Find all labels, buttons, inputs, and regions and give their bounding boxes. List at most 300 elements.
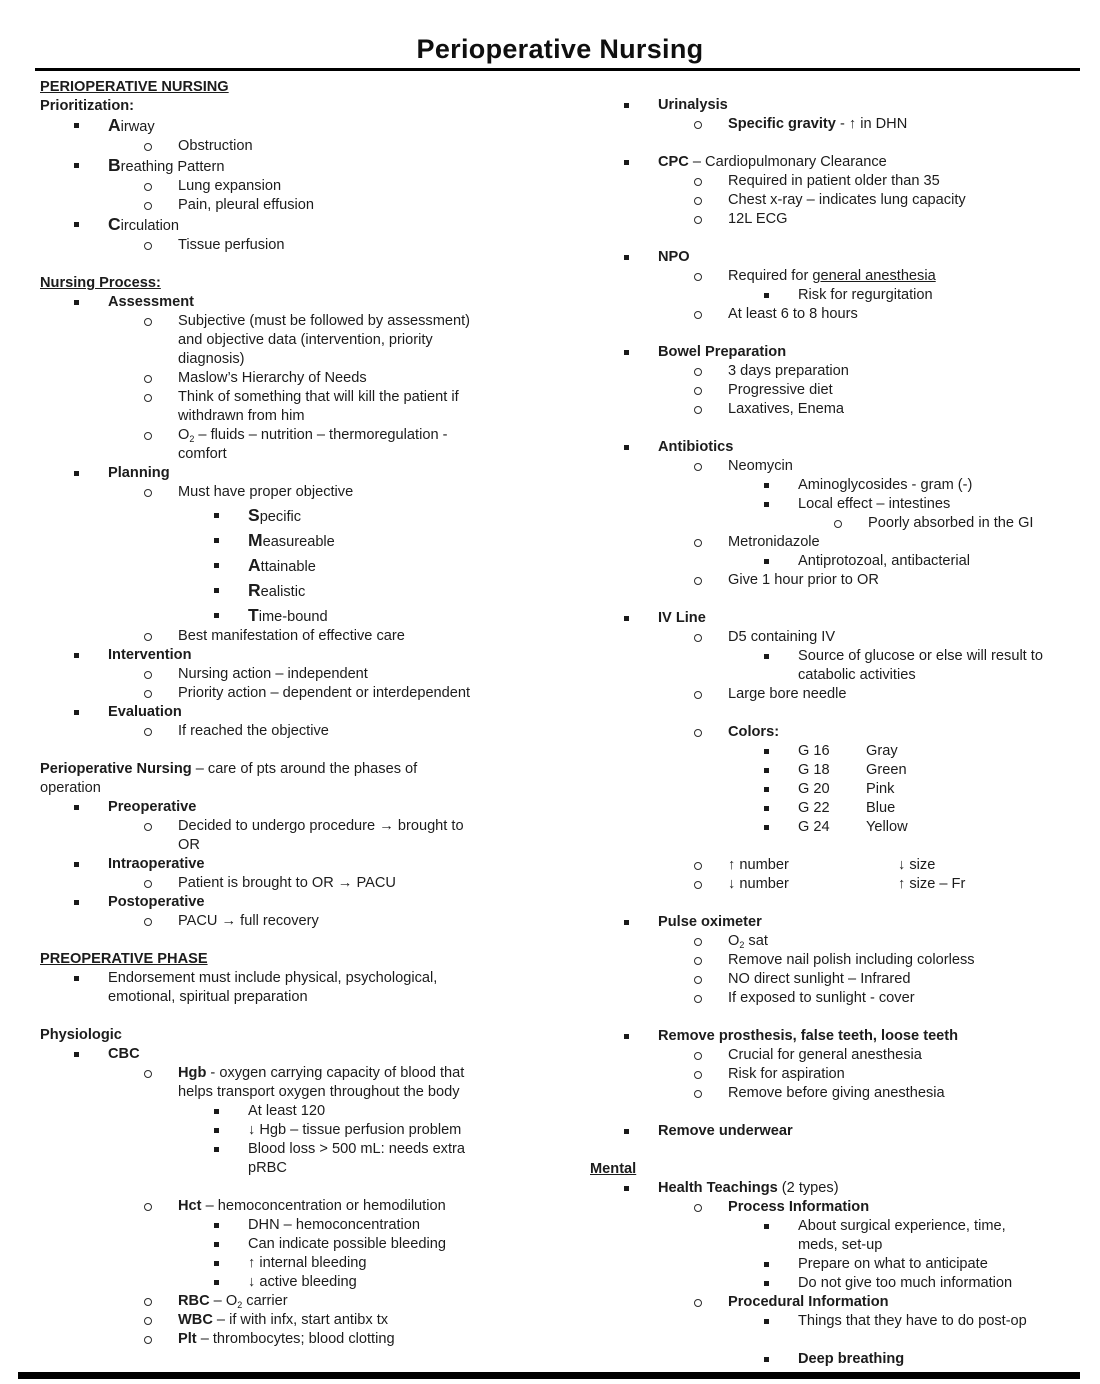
list-item <box>590 761 1080 780</box>
text-segment: If reached the objective <box>178 723 329 739</box>
bullet-square-icon <box>764 483 769 488</box>
text-segment: Required in patient older than 35 <box>728 173 940 189</box>
text-segment: helps transport oxygen throughout the body <box>178 1084 460 1100</box>
text-segment: comfort <box>178 446 227 462</box>
bullet-circle-icon <box>694 995 702 1003</box>
list-item <box>590 1312 1080 1331</box>
list-item <box>40 665 537 684</box>
list-item <box>590 495 1080 514</box>
bullet-square-icon <box>624 255 629 260</box>
text-segment: PERIOPERATIVE NURSING <box>40 79 229 95</box>
text-segment: Risk for regurgitation <box>798 287 933 303</box>
bullet-circle-icon <box>144 1317 152 1325</box>
bullet-square-icon <box>764 806 769 811</box>
text-segment: DHN – hemoconcentration <box>248 1217 420 1233</box>
section-heading <box>40 97 537 116</box>
list-item <box>40 893 537 912</box>
section-heading <box>590 1160 1080 1179</box>
text-segment: Priority action – dependent or interdependent <box>178 685 471 701</box>
right-column <box>590 78 1080 1369</box>
text-segment: Large bore needle <box>728 686 847 702</box>
text-segment: Hgb <box>178 1065 207 1081</box>
text-segment: Urinalysis <box>658 97 728 113</box>
list-item <box>590 286 1080 305</box>
text-segment: G 24 <box>798 819 830 835</box>
list-item <box>590 172 1080 191</box>
blank-line <box>590 419 1080 438</box>
bullet-square-icon <box>764 1224 769 1229</box>
text-segment: Metronidazole <box>728 534 820 550</box>
text-segment: Patient is brought to OR → PACU <box>178 875 396 891</box>
bullet-square-icon <box>764 787 769 792</box>
list-item <box>40 722 537 741</box>
bullet-circle-icon <box>144 823 152 831</box>
list-item <box>40 1311 537 1330</box>
bullet-square-icon <box>214 538 219 543</box>
text-segment: – care of pts around the phases of <box>191 761 418 777</box>
list-item <box>40 464 537 483</box>
text-segment: ↓ size <box>898 857 936 873</box>
list-item <box>590 932 1080 951</box>
list-item <box>590 343 1080 362</box>
text-segment: Blue <box>866 800 896 816</box>
list-item <box>40 1045 537 1064</box>
bullet-square-icon <box>624 160 629 165</box>
text-segment: reathing Pattern <box>120 159 225 175</box>
bullet-circle-icon <box>144 183 152 191</box>
text-segment: Remove prosthesis, false teeth, loose teeth <box>658 1028 959 1044</box>
bullet-square-icon <box>764 825 769 830</box>
bullet-square-icon <box>764 559 769 564</box>
list-item <box>590 571 1080 590</box>
text-segment: catabolic activities <box>798 667 916 683</box>
bullet-square-icon <box>764 293 769 298</box>
list-item <box>590 1027 1080 1046</box>
bullet-circle-icon <box>694 1204 702 1212</box>
bullet-circle-icon <box>694 539 702 547</box>
text-segment: Aminoglycosides - gram (-) <box>798 477 973 493</box>
bullet-square-icon <box>624 1034 629 1039</box>
text-segment: Tissue perfusion <box>178 237 285 253</box>
blank-line <box>40 255 537 274</box>
text-segment: Progressive diet <box>728 382 833 398</box>
list-item <box>590 514 1080 533</box>
bullet-circle-icon <box>144 375 152 383</box>
bullet-square-icon <box>214 1109 219 1114</box>
blank-line <box>590 894 1080 913</box>
text-segment: Chest x-ray – indicates lung capacity <box>728 192 966 208</box>
bullet-square-icon <box>74 805 79 810</box>
bullet-square-icon <box>624 103 629 108</box>
bullet-square-icon <box>74 163 79 168</box>
bullet-square-icon <box>214 563 219 568</box>
two-column-layout <box>40 78 1080 1369</box>
bullet-circle-icon <box>694 121 702 129</box>
list-item <box>40 1216 537 1235</box>
list-item <box>40 1292 537 1311</box>
text-segment: Specific gravity <box>728 116 836 132</box>
text-segment: Subjective (must be followed by assessment) <box>178 313 471 329</box>
list-item <box>590 875 1080 894</box>
list-item <box>590 305 1080 324</box>
text-segment: Crucial for general anesthesia <box>728 1047 922 1063</box>
text-segment: – if with infx, start antibx tx <box>212 1312 389 1328</box>
bullet-square-icon <box>214 1242 219 1247</box>
text-segment: Procedural Information <box>728 1294 889 1310</box>
text-segment: G 16 <box>798 743 830 759</box>
bullet-square-icon <box>74 123 79 128</box>
text-segment: Pulse oximeter <box>658 914 762 930</box>
text-segment: Laxatives, Enema <box>728 401 845 417</box>
list-item <box>590 951 1080 970</box>
text-segment: Nursing Process: <box>40 275 161 291</box>
bullet-square-icon <box>74 222 79 227</box>
page-bottom-divider <box>18 1372 1080 1379</box>
list-item <box>40 606 537 627</box>
text-segment: Things that they have to do post-op <box>798 1313 1027 1329</box>
text-segment: Think of something that will kill the patient if <box>178 389 459 405</box>
list-item <box>590 362 1080 381</box>
text-segment: IV Line <box>658 610 706 626</box>
text-segment: Obstruction <box>178 138 253 154</box>
text-segment: ↑ size – Fr <box>898 876 966 892</box>
text-segment: – Cardiopulmonary Clearance <box>688 154 887 170</box>
blank-line <box>590 590 1080 609</box>
list-item <box>590 685 1080 704</box>
text-segment: Planning <box>108 465 170 481</box>
text-segment: Deep breathing <box>798 1351 905 1367</box>
list-item <box>40 1140 537 1178</box>
text-segment: Source of glucose or else will result to <box>798 648 1043 664</box>
bullet-circle-icon <box>144 1070 152 1078</box>
bullet-square-icon <box>74 300 79 305</box>
bullet-circle-icon <box>694 729 702 737</box>
bullet-square-icon <box>764 768 769 773</box>
text-segment: general anesthesia <box>812 268 936 284</box>
list-item <box>590 1122 1080 1141</box>
text-segment: easureable <box>262 534 335 550</box>
list-item <box>590 1179 1080 1198</box>
blank-line <box>590 704 1080 723</box>
text-segment: and objective data (intervention, priority <box>178 332 433 348</box>
bullet-square-icon <box>764 1281 769 1286</box>
bullet-circle-icon <box>144 690 152 698</box>
bullet-square-icon <box>624 920 629 925</box>
list-item <box>40 483 537 502</box>
text-segment: B <box>108 155 121 175</box>
bullet-square-icon <box>624 1186 629 1191</box>
text-segment: – fluids – nutrition – thermoregulation - <box>194 427 448 443</box>
bullet-square-icon <box>214 1280 219 1285</box>
list-item <box>40 817 537 855</box>
bullet-circle-icon <box>694 862 702 870</box>
text-segment: 2 <box>189 433 195 444</box>
list-item <box>40 1273 537 1292</box>
list-item <box>590 856 1080 875</box>
blank-line <box>590 1141 1080 1160</box>
text-segment: If exposed to sunlight - cover <box>728 990 915 1006</box>
list-item <box>590 115 1080 134</box>
text-segment: Hct <box>178 1198 202 1214</box>
text-segment: T <box>248 605 259 625</box>
text-segment: 2 <box>237 1299 243 1310</box>
text-segment: - ↑ in DHN <box>835 116 908 132</box>
text-segment: Green <box>866 762 907 778</box>
blank-line <box>40 931 537 950</box>
text-segment: Health Teachings <box>658 1180 778 1196</box>
text-segment: PACU → full recovery <box>178 913 319 929</box>
text-segment: ealistic <box>260 584 306 600</box>
text-segment: Endorsement must include physical, psychological, <box>108 970 438 986</box>
text-segment: NPO <box>658 249 690 265</box>
text-segment: Yellow <box>866 819 908 835</box>
list-item <box>590 457 1080 476</box>
text-segment: Required for <box>728 268 813 284</box>
list-item <box>40 1235 537 1254</box>
text-segment: – O <box>209 1293 238 1309</box>
bullet-square-icon <box>214 513 219 518</box>
bullet-circle-icon <box>144 918 152 926</box>
text-segment: sat <box>744 933 768 949</box>
text-segment: At least 6 to 8 hours <box>728 306 858 322</box>
bullet-circle-icon <box>144 1336 152 1344</box>
text-segment: ↓ active bleeding <box>248 1274 357 1290</box>
list-item <box>40 703 537 722</box>
text-segment: ↓ number <box>728 876 789 892</box>
bullet-square-icon <box>764 1357 769 1362</box>
blank-line <box>40 741 537 760</box>
text-segment: Colors: <box>728 724 780 740</box>
list-item <box>590 989 1080 1008</box>
bullet-circle-icon <box>144 1203 152 1211</box>
text-segment: Pain, pleural effusion <box>178 197 315 213</box>
text-segment: ttainable <box>260 559 316 575</box>
text-segment: Remove nail polish including colorless <box>728 952 975 968</box>
list-item <box>590 1293 1080 1312</box>
list-item <box>590 609 1080 628</box>
bullet-square-icon <box>624 350 629 355</box>
bullet-square-icon <box>764 1319 769 1324</box>
list-item <box>590 1350 1080 1369</box>
text-segment: About surgical experience, time, <box>798 1218 1006 1234</box>
text-segment: Must have proper objective <box>178 484 354 500</box>
page-title: Perioperative Nursing <box>416 34 704 64</box>
bullet-circle-icon <box>694 178 702 186</box>
bullet-circle-icon <box>694 463 702 471</box>
text-segment: Can indicate possible bleeding <box>248 1236 446 1252</box>
bullet-circle-icon <box>694 406 702 414</box>
bullet-circle-icon <box>694 938 702 946</box>
text-segment: Give 1 hour prior to OR <box>728 572 879 588</box>
bullet-square-icon <box>624 445 629 450</box>
list-item <box>40 369 537 388</box>
text-segment: Process Information <box>728 1199 870 1215</box>
text-segment: M <box>248 530 263 550</box>
bullet-circle-icon <box>694 976 702 984</box>
bullet-square-icon <box>214 588 219 593</box>
text-segment: C <box>108 214 121 234</box>
list-item <box>590 533 1080 552</box>
bullet-circle-icon <box>694 1299 702 1307</box>
paragraph <box>40 760 537 798</box>
list-item <box>590 647 1080 685</box>
list-item <box>40 627 537 646</box>
text-segment: G 18 <box>798 762 830 778</box>
list-item <box>590 913 1080 932</box>
bullet-circle-icon <box>144 394 152 402</box>
text-segment: Postoperative <box>108 894 205 910</box>
list-item <box>40 684 537 703</box>
list-item <box>590 1274 1080 1293</box>
bullet-circle-icon <box>144 318 152 326</box>
bullet-circle-icon <box>694 273 702 281</box>
bullet-square-icon <box>74 862 79 867</box>
text-segment: ime-bound <box>258 609 328 625</box>
text-segment: withdrawn from him <box>178 408 305 424</box>
list-item <box>40 116 537 137</box>
blank-line <box>40 1007 537 1026</box>
left-column <box>40 78 537 1349</box>
bullet-circle-icon <box>694 957 702 965</box>
text-segment: Best manifestation of effective care <box>178 628 405 644</box>
text-segment: Preoperative <box>108 799 197 815</box>
text-segment: Neomycin <box>728 458 793 474</box>
text-segment: Mental <box>590 1161 637 1177</box>
list-item <box>590 799 1080 818</box>
text-segment: Local effect – intestines <box>798 496 951 512</box>
list-item <box>40 196 537 215</box>
bullet-square-icon <box>214 613 219 618</box>
text-segment: A <box>108 115 121 135</box>
text-segment: Gray <box>866 743 898 759</box>
bullet-circle-icon <box>694 1052 702 1060</box>
text-segment: OR <box>178 837 200 853</box>
text-segment: RBC <box>178 1293 210 1309</box>
text-segment: CPC <box>658 154 689 170</box>
list-item <box>40 177 537 196</box>
blank-line <box>590 837 1080 856</box>
list-item <box>40 969 537 1007</box>
list-item <box>40 1330 537 1349</box>
bullet-circle-icon <box>694 368 702 376</box>
text-segment: At least 120 <box>248 1103 326 1119</box>
bullet-circle-icon <box>834 520 842 528</box>
text-segment: CBC <box>108 1046 140 1062</box>
bullet-circle-icon <box>144 1298 152 1306</box>
bullet-square-icon <box>764 502 769 507</box>
list-item <box>40 1254 537 1273</box>
bullet-square-icon <box>74 710 79 715</box>
bullet-circle-icon <box>144 432 152 440</box>
bullet-circle-icon <box>694 1090 702 1098</box>
text-segment: irculation <box>120 218 180 234</box>
bullet-circle-icon <box>144 242 152 250</box>
bullet-circle-icon <box>694 197 702 205</box>
list-item <box>590 628 1080 647</box>
text-segment: ↑ number <box>728 857 789 873</box>
text-segment: Intervention <box>108 647 192 663</box>
text-segment: 12L ECG <box>728 211 788 227</box>
bullet-square-icon <box>624 1129 629 1134</box>
list-item <box>40 506 537 527</box>
list-item <box>40 1064 537 1102</box>
text-segment: (2 types) <box>777 1180 839 1196</box>
list-item <box>590 381 1080 400</box>
bullet-circle-icon <box>694 577 702 585</box>
text-segment: Plt <box>178 1331 197 1347</box>
list-item <box>40 798 537 817</box>
list-item <box>590 267 1080 286</box>
list-item <box>590 1217 1080 1255</box>
text-segment: 2 <box>739 939 745 950</box>
text-segment: Bowel Preparation <box>658 344 787 360</box>
blank-line <box>590 229 1080 248</box>
list-item <box>590 248 1080 267</box>
list-item <box>590 1065 1080 1084</box>
text-segment: – hemoconcentration or hemodilution <box>201 1198 446 1214</box>
text-segment: S <box>248 505 260 525</box>
list-item <box>590 210 1080 229</box>
blank-line <box>590 1331 1080 1350</box>
text-segment: WBC <box>178 1312 213 1328</box>
text-segment: Nursing action – independent <box>178 666 368 682</box>
list-item <box>590 780 1080 799</box>
blank-line <box>590 324 1080 343</box>
section-heading <box>40 1026 537 1045</box>
bullet-square-icon <box>74 471 79 476</box>
text-segment: Blood loss > 500 mL: needs extra <box>248 1141 466 1157</box>
text-segment: PREOPERATIVE PHASE <box>40 951 208 967</box>
text-segment: Risk for aspiration <box>728 1066 845 1082</box>
text-segment: Prioritization: <box>40 98 135 114</box>
list-item <box>40 581 537 602</box>
list-item <box>40 556 537 577</box>
blank-line <box>590 1008 1080 1027</box>
bullet-circle-icon <box>144 633 152 641</box>
list-item <box>40 156 537 177</box>
bullet-square-icon <box>764 654 769 659</box>
bullet-square-icon <box>214 1261 219 1266</box>
list-item <box>40 293 537 312</box>
list-item <box>40 388 537 426</box>
list-item <box>40 855 537 874</box>
list-item <box>40 1121 537 1140</box>
list-item <box>40 236 537 255</box>
blank-line <box>40 1178 537 1197</box>
text-segment: Prepare on what to anticipate <box>798 1256 988 1272</box>
list-item <box>590 438 1080 457</box>
list-item <box>40 912 537 931</box>
list-item <box>590 96 1080 115</box>
list-item <box>40 137 537 156</box>
bullet-circle-icon <box>694 311 702 319</box>
list-item <box>40 531 537 552</box>
list-item <box>40 312 537 369</box>
text-segment: R <box>248 580 261 600</box>
text-segment: 3 days preparation <box>728 363 849 379</box>
bullet-square-icon <box>74 976 79 981</box>
blank-line <box>590 1103 1080 1122</box>
text-segment: pecific <box>259 509 302 525</box>
text-segment: pRBC <box>248 1160 287 1176</box>
list-item <box>590 191 1080 210</box>
text-segment: O <box>178 427 190 443</box>
bullet-square-icon <box>764 749 769 754</box>
bullet-circle-icon <box>144 489 152 497</box>
text-segment: emotional, spiritual preparation <box>108 989 308 1005</box>
bullet-square-icon <box>214 1147 219 1152</box>
bullet-square-icon <box>74 1052 79 1057</box>
